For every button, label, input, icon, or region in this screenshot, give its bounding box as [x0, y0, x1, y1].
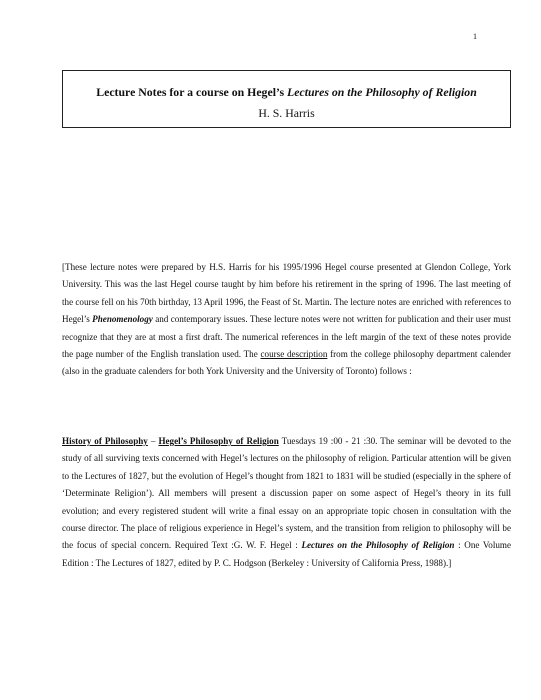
intro-text-1: [These lecture notes were prepared by H.S. Harris for his 1995/1996 Hegel course presented at Glendon College, York University. This was the last Hegel course taught by him before his retirement in the spring of 1996. The last meeting of the course fell on his 70th birthday, 13 April 1996, the Feast of St. Martin. The lecture notes are enriched with references to Hegel’s	[62, 262, 511, 325]
title-box	[62, 70, 511, 128]
author-name: H. S. Harris	[258, 106, 315, 120]
intro-text-2: and contemporary issues. These lecture notes were not written for publication and their user must recognize that they are at most a first draft. The numerical references in the left margin of the text of these notes provide the page number of the English translation used. The	[62, 314, 511, 360]
history-of-philosophy-heading: History of Philosophy	[62, 436, 148, 446]
course-text-2: : One Volume Edition : The Lectures of 1827, edited by P. C. Hodgson (Berkeley : University of California Press, 1988).]	[62, 540, 511, 568]
course-description-link: course description	[260, 349, 328, 360]
required-text-title: Lectures on the Philosophy of Religion	[301, 540, 455, 551]
course-paragraph	[62, 433, 511, 572]
intro-paragraph	[62, 259, 511, 381]
course-title-heading: Hegel’s Philosophy of Religion	[158, 436, 279, 446]
intro-text-3: from the college philosophy department calender (also in the graduate calenders for both York University and the University of Toronto) follows :	[62, 349, 511, 377]
page-number: 1	[473, 32, 477, 41]
heading-dash: –	[147, 436, 159, 446]
title-prefix: Lecture Notes for a course on Hegel’s	[96, 85, 285, 99]
title-italic: Lectures on the Philosophy of Religion	[287, 85, 477, 99]
phenomenology-term: Phenomenology	[92, 314, 153, 325]
document-title	[63, 85, 510, 100]
course-text-1: Tuesdays 19 :00 - 21 :30. The seminar will be devoted to the study of all surviving texts concerned with Hegel’s lectures on the philosophy of religion. Particular attention will be given to the Lectures of 1827, but the evolution of Hegel’s thought from 1821 to 1831 will be studied (especially in the sphere of ‘Determinate Religion’). All members will present a discussion paper on some aspect of Hegel’s theory in its full evolution; and every registered student will write a final essay on an appropriate topic chosen in consultation with the course director. The place of religious experience in Hegel’s system, and the transition from religion to philosophy will be the focus of special concern. Required Text :G. W. F. Hegel :	[62, 436, 512, 551]
